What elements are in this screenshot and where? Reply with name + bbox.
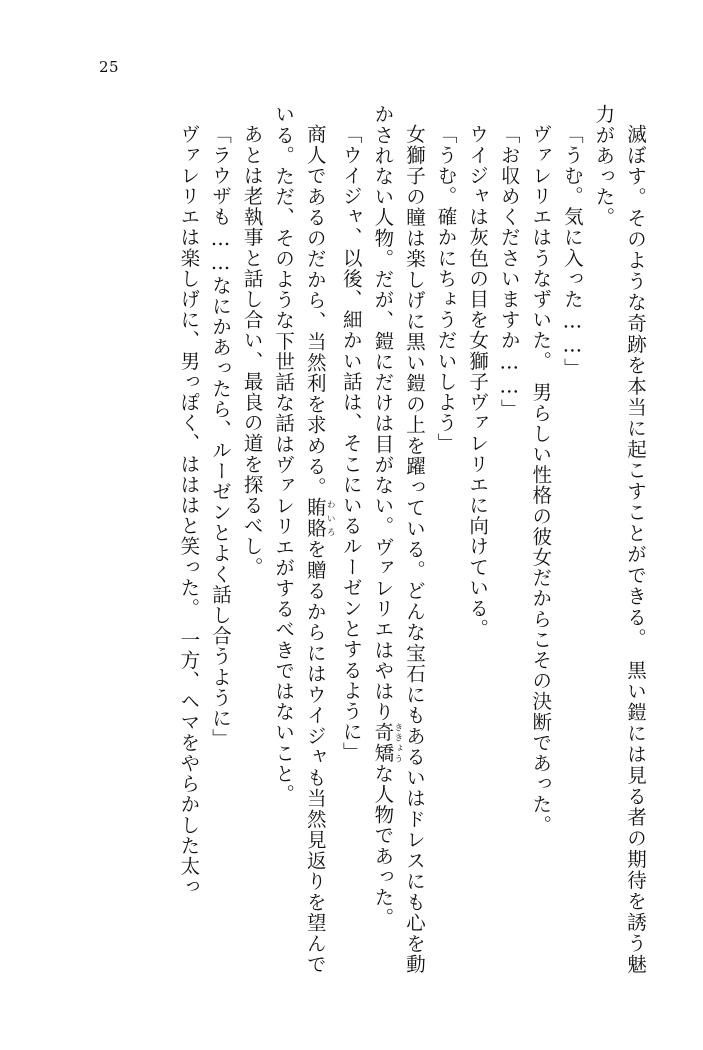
paragraph: 「うむ。確かにちょうだいしよう」 (434, 123, 458, 454)
paragraph: 商人であるのだから、当然利を求める。賄賂わいろを贈るからにはウイジャも当然見返りを望んでいる。ただ、そのような下世話な話はヴァレリエがするべきではないこと。 (272, 104, 336, 974)
paragraph: 「ウイジャ、以後、細かい話は、そこにいるルーゼンとするように」 (339, 123, 363, 763)
paragraph: 「お収めくださいますか……」 (497, 123, 521, 419)
page-number: 25 (99, 58, 120, 76)
paragraph: あとは老執事と話し合い、最良の道を探るべし。 (240, 123, 264, 577)
paragraph: ヴァレリエは楽しげに、男っぽく、はははと笑った。 一方、ヘマをやらかした太っ (177, 123, 201, 897)
paragraph: ヴァレリエはうなずいた。 男らしい性格の彼女だからこその決断であった。 (529, 123, 553, 835)
paragraph: 「ラウザも……なにかあったら、ルーゼンとよく話し合うように」 (208, 123, 232, 749)
paragraph: 「うむ。気に入った……」 (560, 123, 584, 378)
paragraph: 女獅子の瞳は楽しげに黒い鎧の上を躍っている。どんな宝石にもあるいはドレスにも心を動かされない人物。だが、鎧にだけは目がない。ヴァレリエはやはり奇矯ききょうな人物であった。 (371, 104, 426, 974)
body-text-column (91, 104, 651, 974)
paragraph: 滅ぼす。そのような奇跡を本当に起こすことができる。 黒い鎧には見る者の期待を誘う魅力があった。 (592, 104, 647, 974)
paragraph: ウイジャは灰色の目を女獅子ヴァレリエに向けている。 (466, 123, 490, 639)
